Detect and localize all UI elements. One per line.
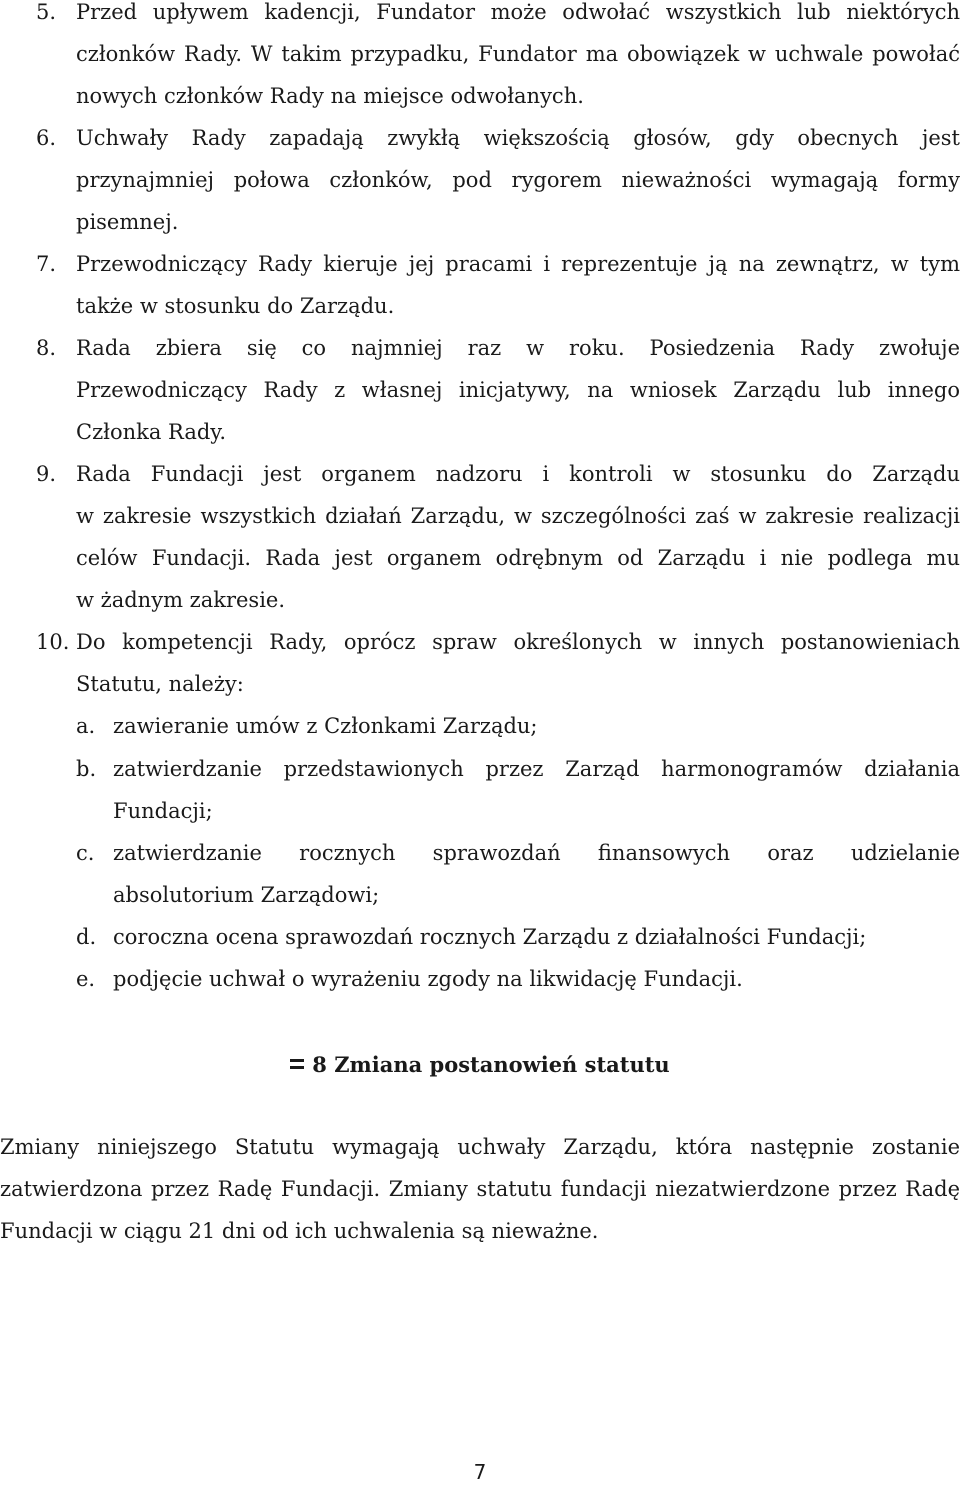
text-line: Przed upływem kadencji, Fundator może odwołać wszystkich lub niektórych [76,0,960,24]
text-line: zatwierdzona przez Radę Fundacji. Zmiany statutu fundacji niezatwierdzone przez Radę [0,1177,960,1201]
section-symbol [290,1053,304,1073]
text-line: podjęcie uchwał o wyrażeniu zgody na likwidację Fundacji. [113,967,743,991]
page-number: 7 [473,1460,487,1484]
text-line: coroczna ocena sprawozdań rocznych Zarządu z działalności Fundacji; [113,925,867,949]
text-line: Rada zbiera się co najmniej raz w roku. Posiedzenia Rady zwołuje [76,336,960,360]
sub-item-text [113,705,960,747]
list-item-number: 8. [36,336,57,360]
text-line: absolutorium Zarządowi; [113,883,380,907]
list-item-text [76,117,960,243]
text-line: Zmiany niniejszego Statutu wymagają uchwały Zarządu, która następnie zostanie [0,1135,960,1159]
sub-item-text [113,958,960,1000]
list-item-number: 9. [36,462,57,486]
sub-item-letter: e. [76,967,96,991]
list-item-text [76,0,960,117]
text-line: celów Fundacji. Rada jest organem odrębnym od Zarządu i nie podlega mu [76,546,960,570]
text-line: zawieranie umów z Członkami Zarządu; [113,714,538,738]
sub-item-letter: c. [76,841,95,865]
section-heading [0,1044,960,1086]
list-item-number: 6. [36,126,57,150]
text-line: Fundacji w ciągu 21 dni od ich uchwalenia są nieważne. [0,1219,599,1243]
list-item-number: 10. [36,630,70,654]
text-line: zatwierdzanie rocznych sprawozdań finansowych oraz udzielanie [113,841,960,865]
text-line: Uchwały Rady zapadają zwykłą większością głosów, gdy obecnych jest [76,126,960,150]
text-line: Statutu, należy: [76,672,244,696]
sub-item-letter: d. [76,925,97,949]
text-line: członków Rady. W takim przypadku, Fundator ma obowiązek w uchwale powołać [76,42,960,66]
list-item-text [76,327,960,453]
text-line: Do kompetencji Rady, oprócz spraw określonych w innych postanowieniach [76,630,960,654]
text-line: także w stosunku do Zarządu. [76,294,395,318]
text-line: w żadnym zakresie. [76,588,286,612]
list-item-number: 7. [36,252,57,276]
sub-item-letter: a. [76,714,96,738]
text-line: przynajmniej połowa członków, pod rygorem nieważności wymagają formy [76,168,960,192]
section-title: 8 Zmiana postanowień statutu [312,1052,670,1077]
sub-item-text [113,832,960,916]
text-line: Przewodniczący Rady z własnej inicjatywy, na wniosek Zarządu lub innego [76,378,960,402]
text-line: w zakresie wszystkich działań Zarządu, w szczególności zaś w zakresie realizacji [76,504,960,528]
paragraph [0,1126,960,1252]
text-line: pisemnej. [76,210,179,234]
list-item-text [76,453,960,621]
list-item-number: 5. [36,0,57,24]
text-line: Fundacji; [113,799,213,823]
sub-item-text [113,916,960,958]
sub-item-text [113,748,960,832]
text-line: Przewodniczący Rady kieruje jej pracami i reprezentuje ją na zewnątrz, w tym [76,252,960,276]
text-line: Członka Rady. [76,420,227,444]
text-line: zatwierdzanie przedstawionych przez Zarząd harmonogramów działania [113,757,960,781]
text-line: nowych członków Rady na miejsce odwołanych. [76,84,584,108]
list-item-text [76,243,960,327]
text-line: Rada Fundacji jest organem nadzoru i kontroli w stosunku do Zarządu [76,462,960,486]
sub-item-letter: b. [76,757,97,781]
list-item-text [76,621,960,705]
